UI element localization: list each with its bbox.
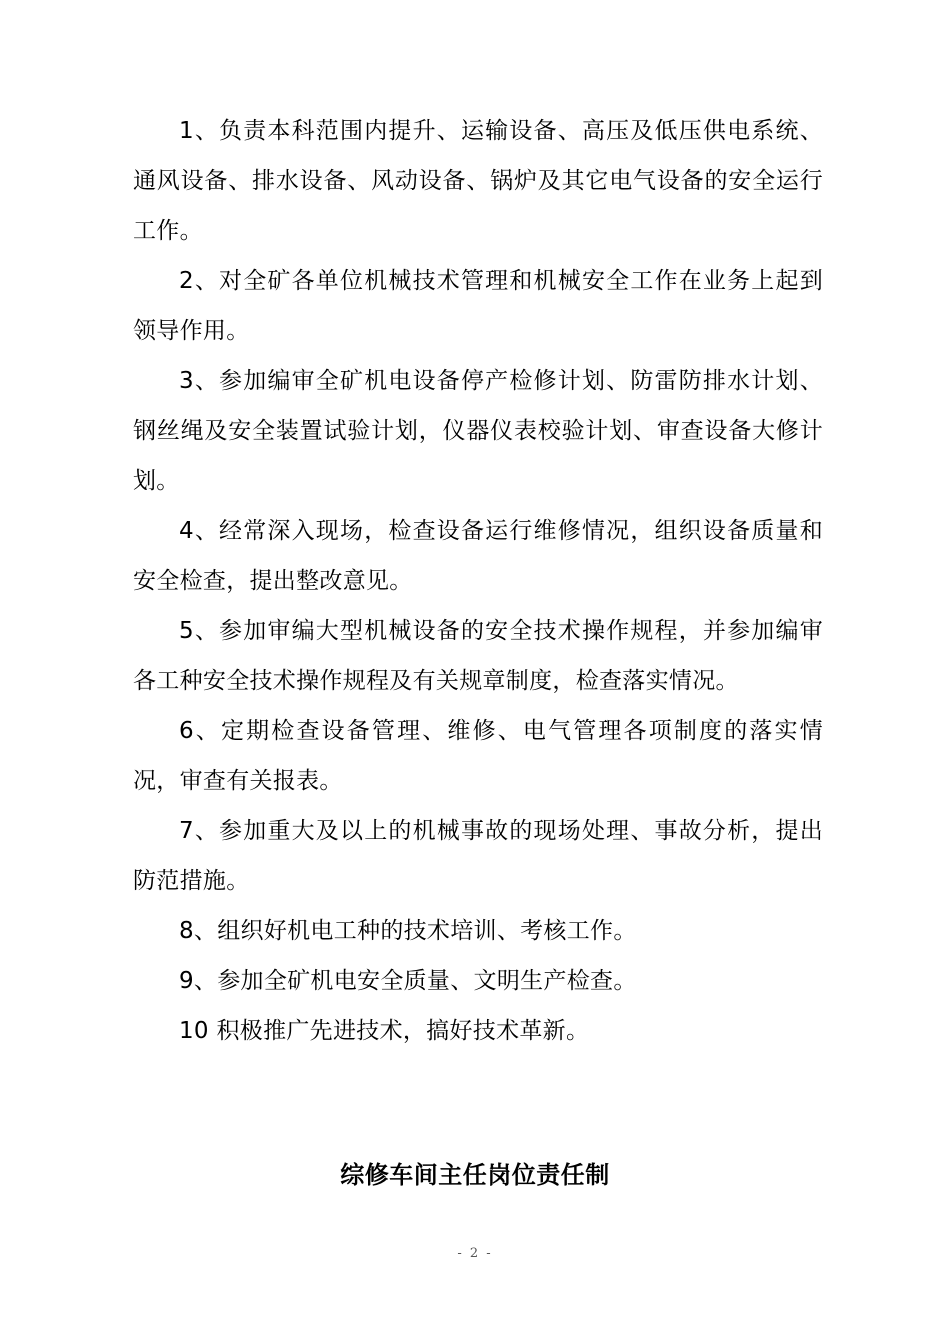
document-body xyxy=(133,106,823,1056)
duty-item-3: 3、参加编审全矿机电设备停产检修计划、防雷防排水计划、钢丝绳及安全装置试验计划，仪器仪表校验计划、审查设备大修计划。 xyxy=(133,368,823,494)
duty-item-7: 7、参加重大及以上的机械事故的现场处理、事故分析，提出防范措施。 xyxy=(133,818,823,894)
duty-item-1: 1、负责本科范围内提升、运输设备、高压及低压供电系统、通风设备、排水设备、风动设备、锅炉及其它电气设备的安全运行工作。 xyxy=(133,118,823,244)
duty-item-9: 9、参加全矿机电安全质量、文明生产检查。 xyxy=(179,968,637,994)
page-number: - 2 - xyxy=(457,1246,493,1261)
duty-item-5: 5、参加审编大型机械设备的安全技术操作规程，并参加编审各工种安全技术操作规程及有关规章制度，检查落实情况。 xyxy=(133,618,823,694)
duty-item-8: 8、组织好机电工种的技术培训、考核工作。 xyxy=(179,918,637,944)
section-title: 综修车间主任岗位责任制 xyxy=(340,1161,610,1189)
duty-item-10: 10 积极推广先进技术，搞好技术革新。 xyxy=(179,1018,590,1044)
duty-item-6: 6、定期检查设备管理、维修、电气管理各项制度的落实情况，审查有关报表。 xyxy=(133,718,823,794)
duty-item-2: 2、对全矿各单位机械技术管理和机械安全工作在业务上起到领导作用。 xyxy=(133,268,823,344)
duty-item-4: 4、经常深入现场，检查设备运行维修情况，组织设备质量和安全检查，提出整改意见。 xyxy=(133,518,823,594)
